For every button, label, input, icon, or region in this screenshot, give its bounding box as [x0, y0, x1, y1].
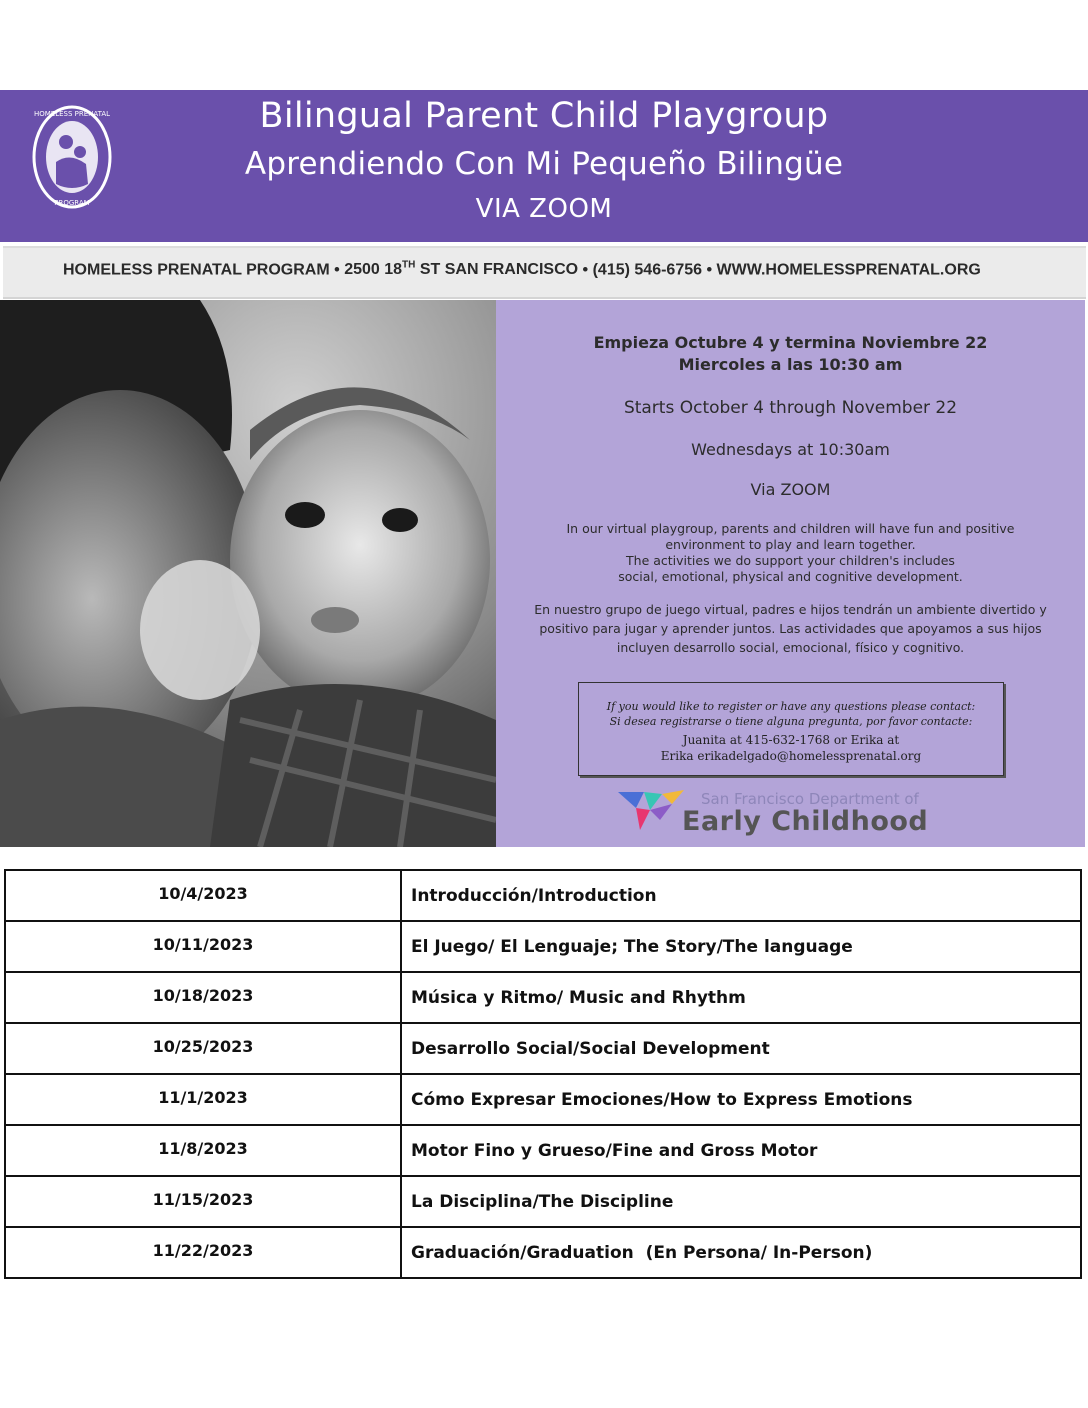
table-row [5, 1074, 1081, 1125]
address: 2500 18TH ST SAN FRANCISCO [344, 260, 579, 279]
session-date: 10/4/2023 [5, 870, 401, 921]
parent-child-photo [0, 300, 496, 847]
contact-strip-text: HOMELESS PRENATAL PROGRAM • 2500 18TH ST SAN FRANCISCO • (415) 546-6756 • WWW.HOMELESSPRENATAL.ORG [63, 260, 981, 279]
session-date: 10/18/2023 [5, 972, 401, 1023]
description-spanish: En nuestro grupo de juego virtual, padres e hijos tendrán un ambiente divertido y positivo para jugar y aprender juntos. Las actividades que apoyamos a sus hijos incluyen desarrollo social, emocional, físico y cognitivo. [534, 602, 1047, 655]
svg-text:HOMELESS PRENATAL: HOMELESS PRENATAL [33, 110, 111, 118]
session-topic: Graduación/Graduation (En Persona/ In-Person) [401, 1227, 1081, 1278]
session-date: 11/22/2023 [5, 1227, 401, 1278]
session-date: 10/11/2023 [5, 921, 401, 972]
svg-text:PROGRAM: PROGRAM [54, 199, 90, 207]
table-row [5, 1176, 1081, 1227]
description-english: In our virtual playgroup, parents and children will have fun and positive environment to play and learn together. The activities we do support your children's includes social, emotional, physical and cognitive development. [566, 521, 1015, 584]
via-zoom: Via ZOOM [750, 480, 831, 499]
dates-spanish: Empieza Octubre 4 y termina Noviembre 22 [593, 333, 988, 352]
session-topic: Introducción/Introduction [401, 870, 1081, 921]
title-english: Bilingual Parent Child Playgroup [259, 96, 829, 136]
table-row [5, 972, 1081, 1023]
time-spanish: Miercoles a las 10:30 am [678, 355, 903, 374]
table-row [5, 1023, 1081, 1074]
subtitle-via-zoom: VIA ZOOM [475, 194, 613, 224]
sponsor-top: San Francisco Department of [701, 790, 919, 808]
contact-email[interactable]: Erika erikadelgado@homelessprenatal.org [660, 749, 922, 763]
session-topic: Motor Fino y Grueso/Fine and Gross Motor [401, 1125, 1081, 1176]
dates-english: Starts October 4 through November 22 [623, 398, 958, 418]
registration-contact-box: If you would like to register or have any questions please contact: Si desea registrarse o tiene alguna pregunta, por favor contacte: Juanita at 415-632-1768 or Erika at Erika erikadelgado@homelessprenatal.org [578, 682, 1004, 776]
session-date: 10/25/2023 [5, 1023, 401, 1074]
info-panel [496, 300, 1085, 847]
session-date: 11/1/2023 [5, 1074, 401, 1125]
title-spanish: Aprendiendo Con Mi Pequeño Bilingüe [244, 146, 844, 182]
session-topic: Desarrollo Social/Social Development [401, 1023, 1081, 1074]
time-english: Wednesdays at 10:30am [691, 440, 890, 459]
table-row [5, 1125, 1081, 1176]
session-topic: El Juego/ El Lenguaje; The Story/The language [401, 921, 1081, 972]
schedule-table [4, 869, 1082, 1279]
session-topic: Cómo Expresar Emociones/How to Express Emotions [401, 1074, 1081, 1125]
session-date: 11/15/2023 [5, 1176, 401, 1227]
sponsor-bottom: Early Childhood [682, 806, 929, 837]
org-name: HOMELESS PRENATAL PROGRAM [63, 261, 330, 279]
website-link[interactable]: WWW.HOMELESSPRENATAL.ORG [716, 261, 981, 279]
table-row [5, 921, 1081, 972]
header-banner [0, 90, 1088, 242]
table-row [5, 870, 1081, 921]
phone-number: (415) 546-6756 [592, 261, 703, 279]
session-topic: La Disciplina/The Discipline [401, 1176, 1081, 1227]
session-date: 11/8/2023 [5, 1125, 401, 1176]
session-topic: Música y Ritmo/ Music and Rhythm [401, 972, 1081, 1023]
table-row [5, 1227, 1081, 1278]
contact-strip [3, 246, 1086, 299]
